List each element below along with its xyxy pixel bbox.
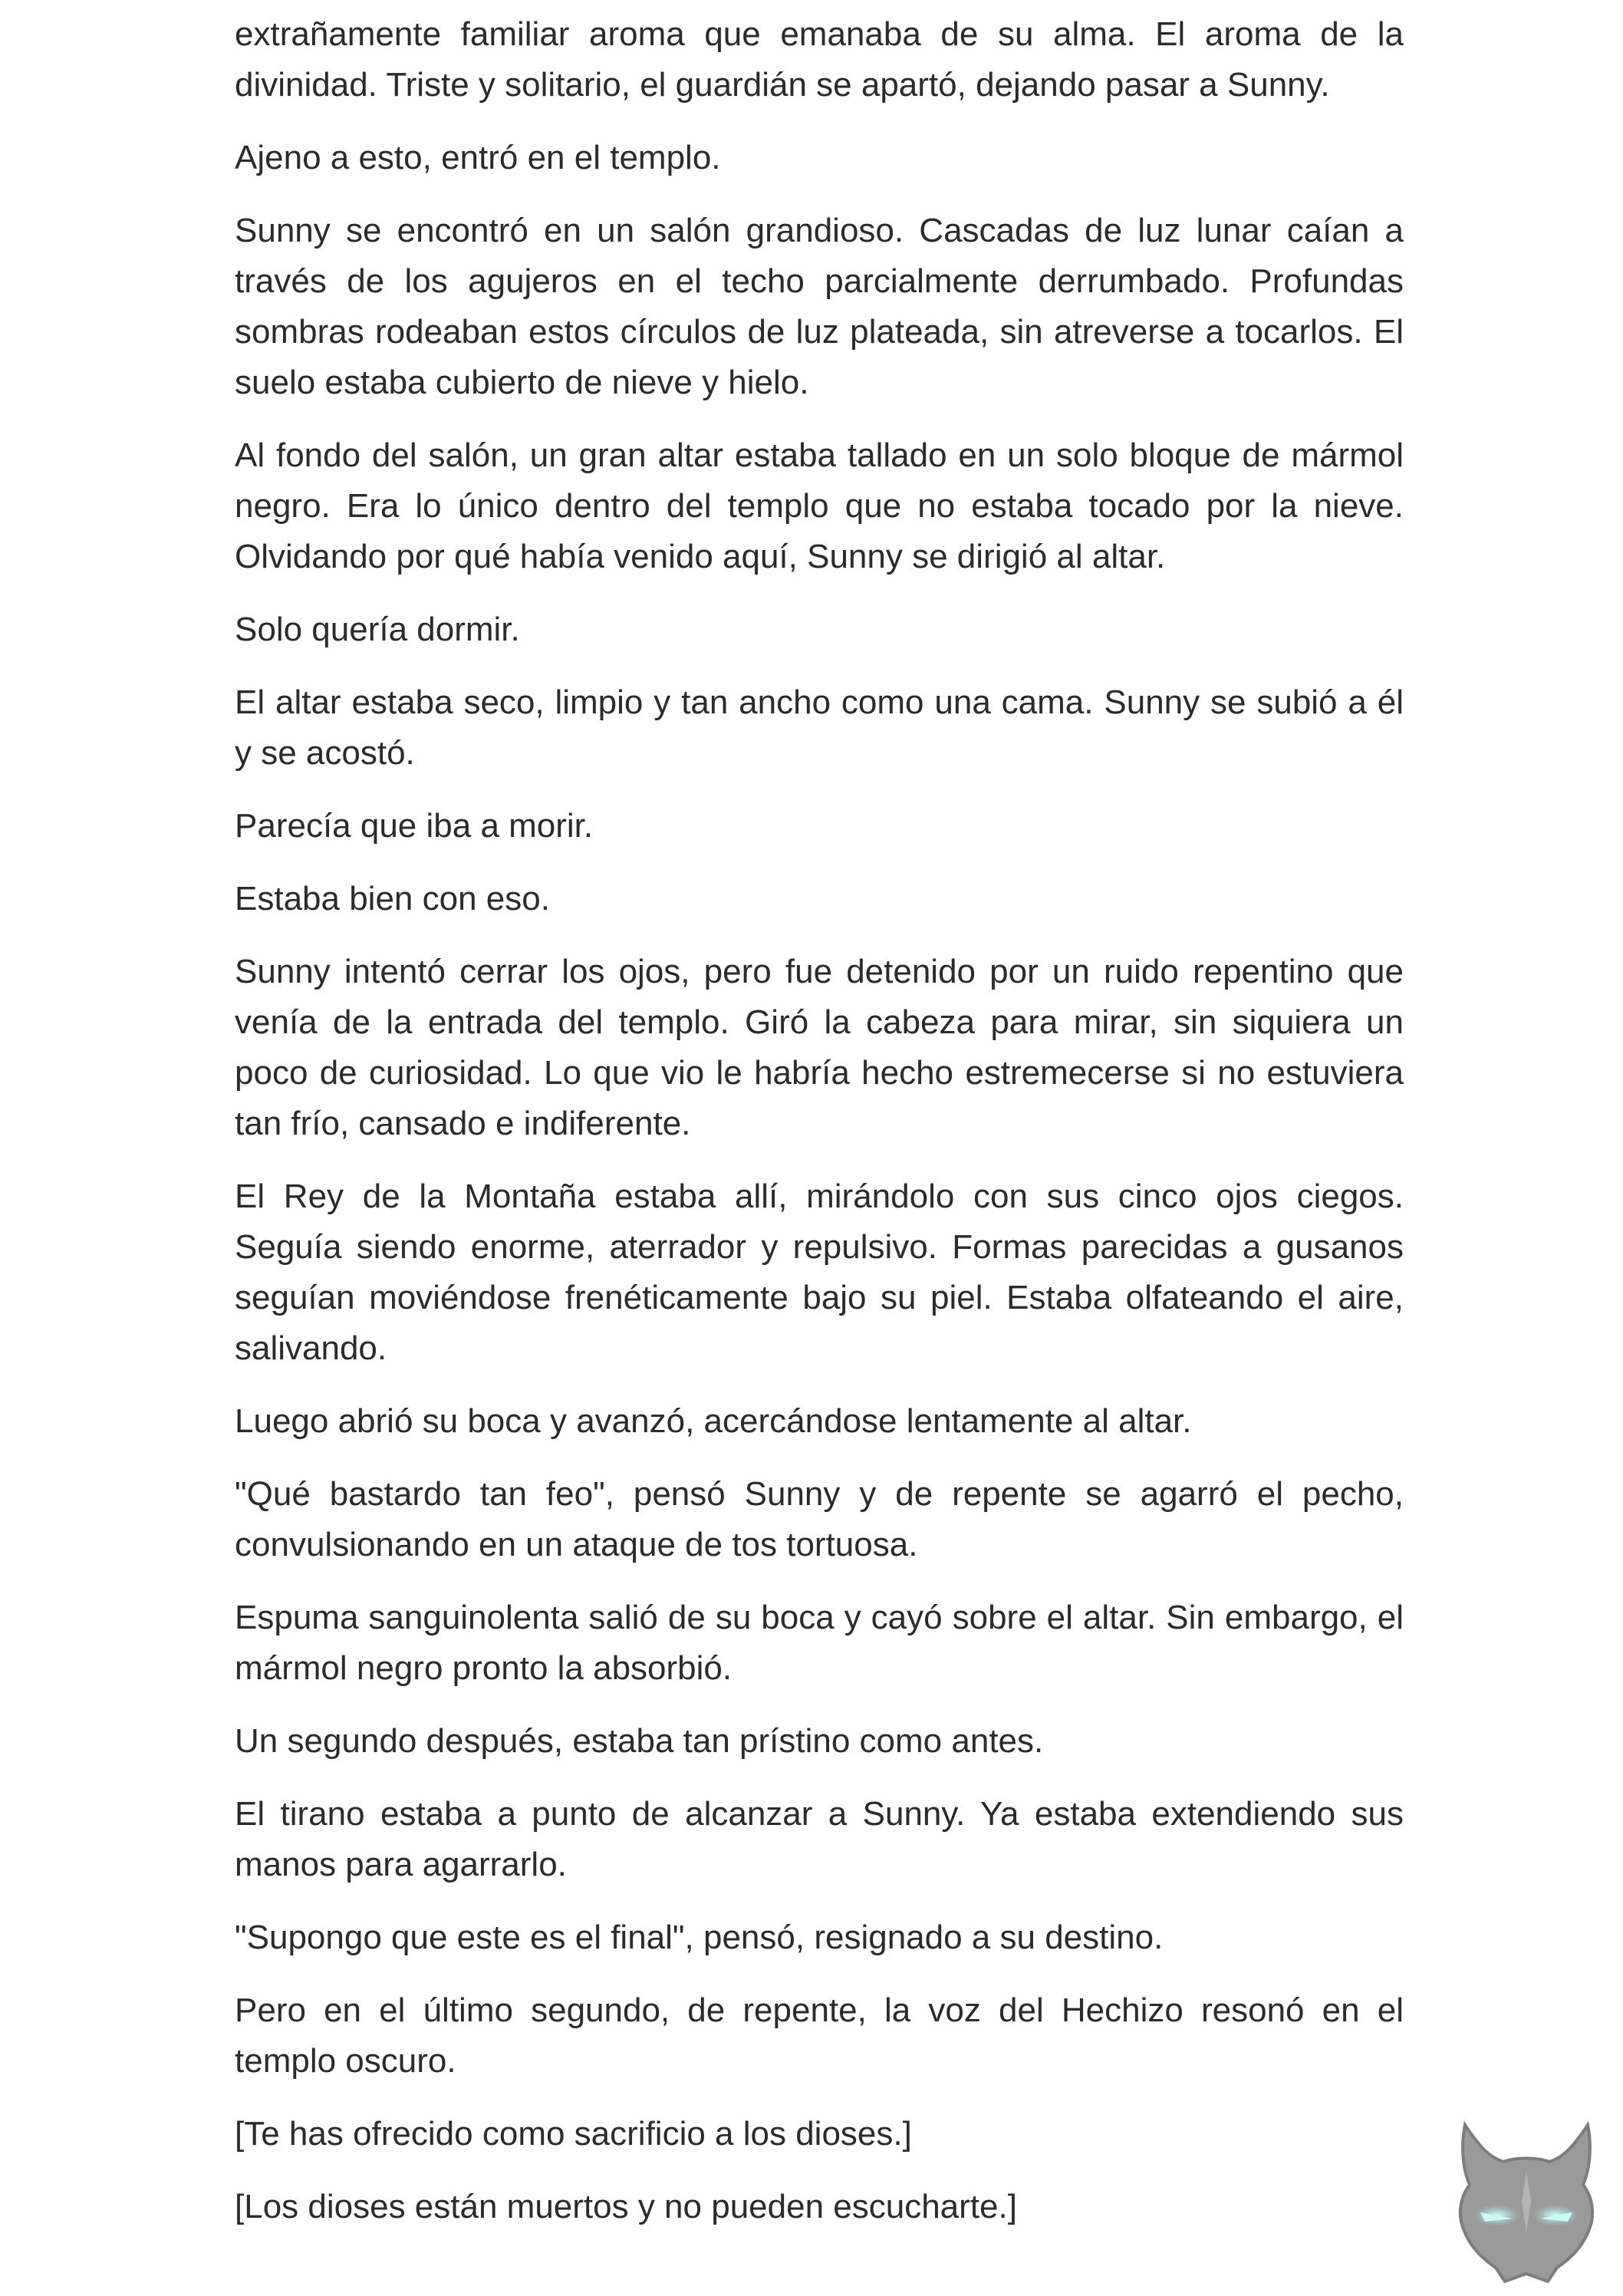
- paragraph: [Te has ofrecido como sacrificio a los dioses.]: [235, 2115, 912, 2153]
- paragraph: El Rey de la Montaña estaba allí, mirándolo con sus cinco ojos ciegos. Seguía siendo enorme, aterrador y repulsivo. Formas parecidas a gusanos seguían moviéndose frenéticamente bajo su piel. Estaba olfateando el aire, salivando.: [235, 1178, 1404, 1367]
- paragraph: Pero en el último segundo, de repente, la voz del Hechizo resonó en el templo oscuro.: [235, 1991, 1404, 2080]
- paragraph: "Supongo que este es el final", pensó, resignado a su destino.: [235, 1919, 1164, 1956]
- paragraph: Solo quería dormir.: [235, 611, 520, 648]
- demon-head-icon: [1442, 2117, 1611, 2286]
- paragraph: "Qué bastardo tan feo", pensó Sunny y de repente se agarró el pecho, convulsionando en un ataque de tos tortuosa.: [235, 1475, 1404, 1563]
- paragraph: [Los dioses están muertos y no pueden escucharte.]: [235, 2188, 1017, 2225]
- paragraph: El altar estaba seco, limpio y tan ancho como una cama. Sunny se subió a él y se acostó.: [235, 684, 1404, 772]
- paragraph: Un segundo después, estaba tan prístino como antes.: [235, 1722, 1044, 1760]
- paragraph: Ajeno a esto, entró en el templo.: [235, 139, 721, 176]
- paragraph: Al fondo del salón, un gran altar estaba tallado en un solo bloque de mármol negro. Era lo único dentro del templo que no estaba tocado por la nieve. Olvidando por qué había venido aquí, Sunny se dirigió al altar.: [235, 436, 1404, 575]
- paragraph: El tirano estaba a punto de alcanzar a Sunny. Ya estaba extendiendo sus manos para agarrarlo.: [235, 1795, 1404, 1883]
- paragraph: Sunny intentó cerrar los ojos, pero fue detenido por un ruido repentino que venía de la entrada del templo. Giró la cabeza para mirar, sin siquiera un poco de curiosidad. Lo que vio le habría hecho estremecerse si no estuviera tan frío, cansado e indiferente.: [235, 953, 1404, 1142]
- paragraph: extrañamente familiar aroma que emanaba de su alma. El aroma de la divinidad. Triste y solitario, el guardián se apartó, dejando pasar a Sunny.: [235, 15, 1404, 104]
- paragraph: Parecía que iba a morir.: [235, 807, 594, 845]
- paragraph: Estaba bien con eso.: [235, 880, 550, 917]
- document-page: [235, 9, 1404, 2255]
- paragraph: Espuma sanguinolenta salió de su boca y cayó sobre el altar. Sin embargo, el mármol negro pronto la absorbió.: [235, 1599, 1404, 1687]
- paragraph: Sunny se encontró en un salón grandioso. Cascadas de luz lunar caían a través de los agujeros en el techo parcialmente derrumbado. Profundas sombras rodeaban estos círculos de luz plateada, sin atreverse a tocarlos. El suelo estaba cubierto de nieve y hielo.: [235, 212, 1404, 401]
- paragraph: Luego abrió su boca y avanzó, acercándose lentamente al altar.: [235, 1402, 1192, 1440]
